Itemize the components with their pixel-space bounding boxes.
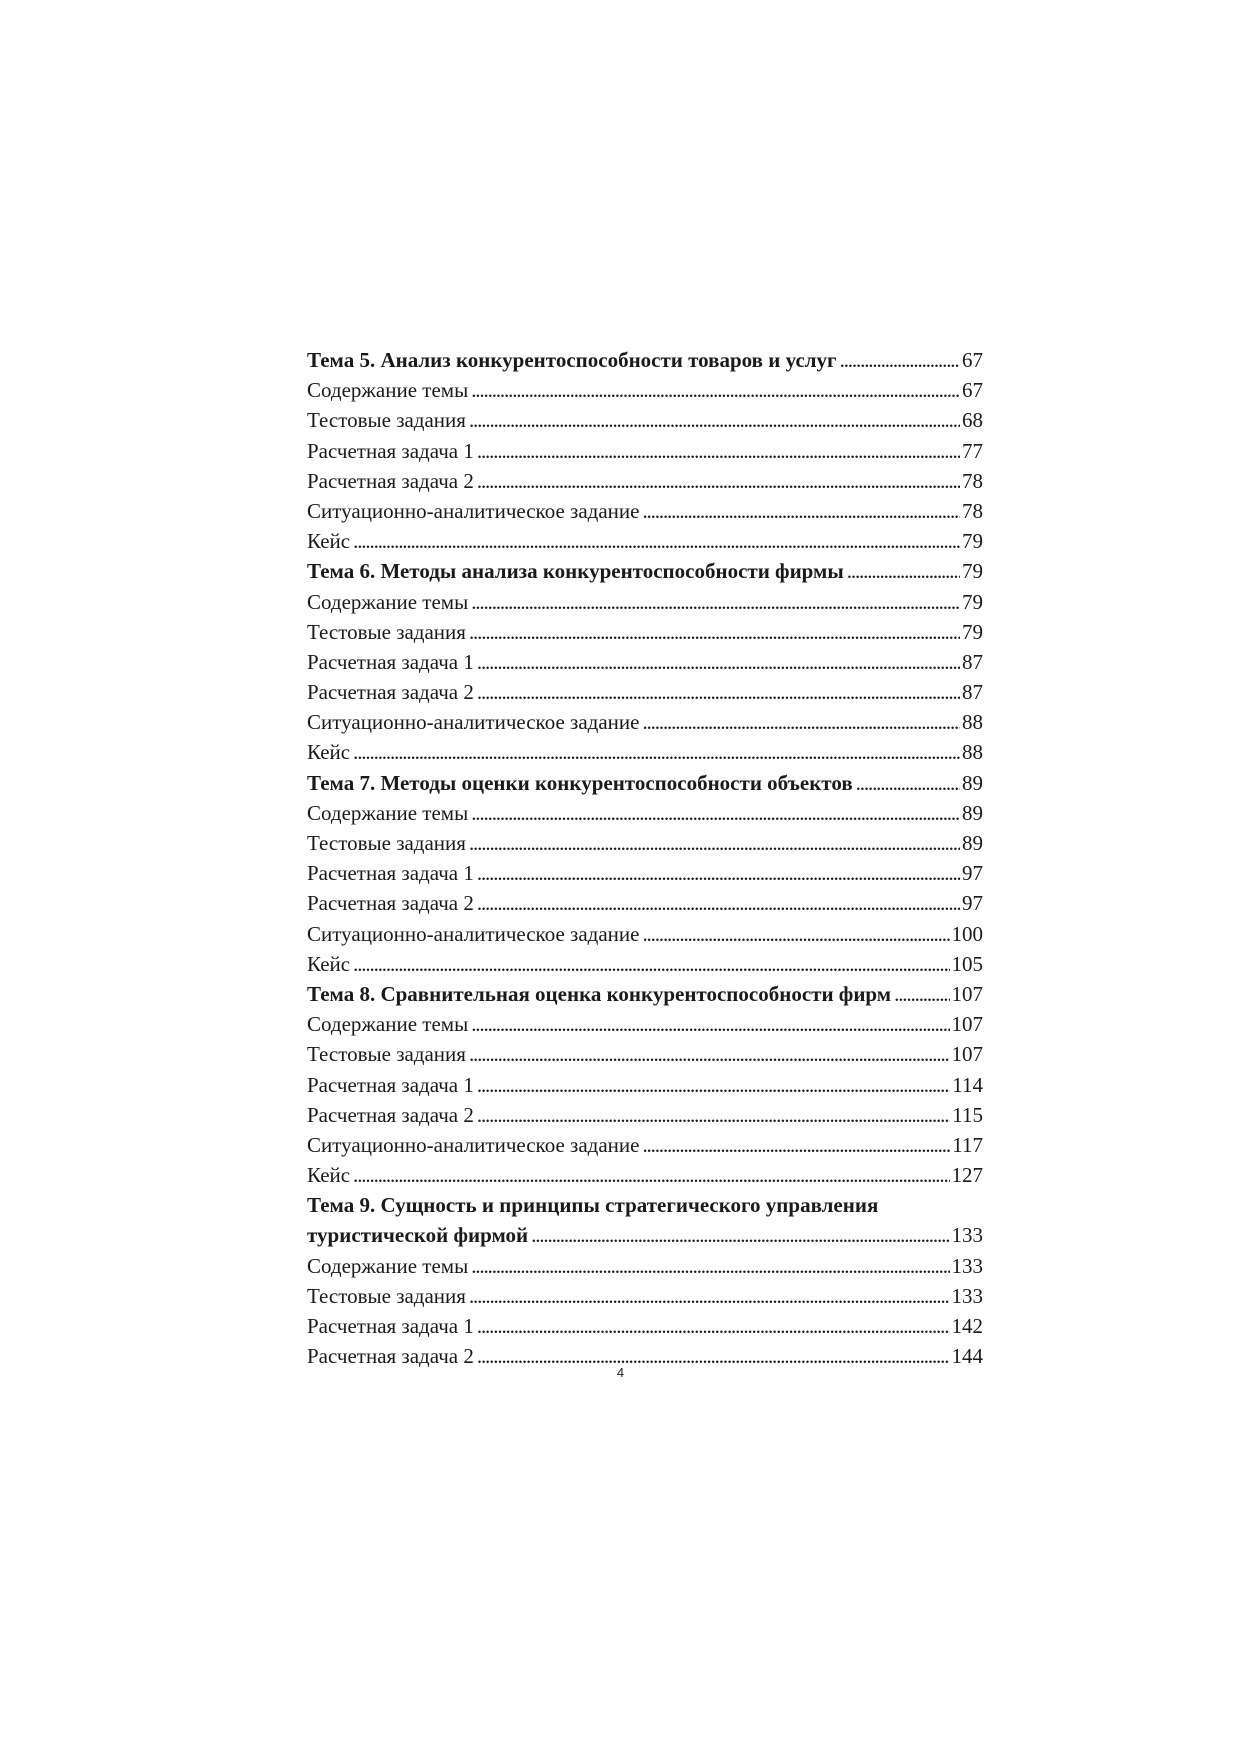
toc-dot-leader <box>353 949 949 979</box>
toc-entry[interactable] <box>307 375 983 405</box>
toc-dot-leader <box>894 979 949 1009</box>
toc-entry-label: Тестовые задания <box>307 1283 466 1308</box>
toc-entry-page: 68 <box>962 408 983 433</box>
toc-entry-page: 107 <box>951 1042 983 1067</box>
toc-entry[interactable] <box>307 737 983 767</box>
toc-entry-page: 79 <box>962 529 983 554</box>
toc-entry[interactable] <box>307 949 983 979</box>
toc-dot-leader <box>847 556 960 586</box>
toc-entry-label: Расчетная задача 2 <box>307 680 474 705</box>
toc-topic-heading[interactable] <box>307 979 983 1009</box>
toc-entry-page: 89 <box>962 800 983 825</box>
toc-dot-leader <box>471 587 960 617</box>
toc-entry-label: Кейс <box>307 1163 351 1188</box>
toc-entry-page: 89 <box>962 770 983 795</box>
toc-entry[interactable] <box>307 707 983 737</box>
toc-dot-leader <box>477 436 960 466</box>
toc-dot-leader <box>471 798 960 828</box>
toc-entry-page: 133 <box>951 1223 983 1248</box>
toc-dot-leader <box>469 1039 950 1069</box>
table-of-contents <box>307 345 983 1371</box>
toc-topic-heading[interactable] <box>307 345 983 375</box>
toc-entry-page: 79 <box>962 619 983 644</box>
toc-entry-page: 89 <box>962 831 983 855</box>
toc-entry-page: 142 <box>951 1314 983 1338</box>
toc-entry[interactable] <box>307 1100 983 1130</box>
toc-entry[interactable] <box>307 798 983 828</box>
toc-entry-label: Тестовые задания <box>307 619 466 644</box>
toc-dot-leader <box>469 828 960 858</box>
toc-entry-page: 105 <box>951 951 983 976</box>
toc-entry-label: Содержание темы <box>307 589 469 614</box>
toc-entry-label: Содержание темы <box>307 378 469 403</box>
toc-dot-leader <box>353 737 960 767</box>
toc-dot-leader <box>353 1160 949 1190</box>
toc-entry[interactable] <box>307 1311 983 1341</box>
toc-entry-label: Тема 9. Сущность и принципы стратегического управления <box>307 1193 879 1218</box>
toc-dot-leader <box>471 1251 949 1281</box>
toc-entry-page: 79 <box>962 559 983 584</box>
toc-entry[interactable] <box>307 466 983 496</box>
toc-entry-label: Содержание темы <box>307 800 469 825</box>
toc-entry-page: 88 <box>962 710 983 735</box>
toc-topic-heading[interactable] <box>307 1190 983 1220</box>
toc-entry[interactable] <box>307 828 983 858</box>
toc-entry-label: Тема 5. Анализ конкурентоспособности товаров и услуг <box>307 348 837 372</box>
toc-entry[interactable] <box>307 858 983 888</box>
toc-dot-leader <box>477 1100 950 1130</box>
toc-entry[interactable] <box>307 526 983 556</box>
toc-entry-label: Расчетная задача 1 <box>307 861 474 886</box>
toc-entry-page: 87 <box>962 680 983 705</box>
toc-entry[interactable] <box>307 677 983 707</box>
toc-entry[interactable] <box>307 1039 983 1069</box>
toc-entry-label: Тестовые задания <box>307 831 466 855</box>
toc-dot-leader <box>477 858 960 888</box>
toc-entry[interactable] <box>307 1160 983 1190</box>
toc-entry-label: Расчетная задача 1 <box>307 649 474 674</box>
toc-entry-page: 78 <box>962 498 983 523</box>
toc-topic-heading[interactable] <box>307 1220 983 1250</box>
toc-dot-leader <box>477 466 960 496</box>
toc-entry-label: Тема 8. Сравнительная оценка конкурентоспособности фирм <box>307 981 892 1006</box>
toc-entry-page: 97 <box>962 861 983 886</box>
toc-entry-label: Расчетная задача 1 <box>307 1072 474 1097</box>
toc-entry-label: Расчетная задача 2 <box>307 1344 474 1369</box>
toc-entry[interactable] <box>307 1070 983 1100</box>
toc-entry-label: Кейс <box>307 951 351 976</box>
toc-entry-page: 133 <box>951 1283 983 1308</box>
page-number: 4 <box>616 1365 625 1380</box>
toc-dot-leader <box>856 768 960 798</box>
toc-entry-label: туристической фирмой <box>307 1223 529 1248</box>
toc-entry-page: 115 <box>952 1102 983 1127</box>
toc-entry[interactable] <box>307 496 983 526</box>
toc-dot-leader <box>469 405 960 435</box>
toc-entry-page: 144 <box>951 1344 983 1369</box>
toc-entry-label: Содержание темы <box>307 1012 469 1037</box>
toc-entry-page: 79 <box>962 589 983 614</box>
toc-entry-page: 88 <box>962 740 983 765</box>
toc-entry[interactable] <box>307 405 983 435</box>
toc-entry[interactable] <box>307 1251 983 1281</box>
toc-dot-leader <box>642 1130 950 1160</box>
toc-entry-label: Тема 7. Методы оценки конкурентоспособности объектов <box>307 770 853 795</box>
toc-dot-leader <box>477 647 960 677</box>
toc-entry-page: 114 <box>952 1072 983 1097</box>
toc-entry-label: Тестовые задания <box>307 1042 466 1067</box>
toc-entry-page: 107 <box>951 1012 983 1037</box>
toc-entry-label: Содержание темы <box>307 1253 469 1278</box>
toc-entry[interactable] <box>307 919 983 949</box>
toc-entry-page: 67 <box>962 378 983 403</box>
toc-entry-page: 97 <box>962 891 983 916</box>
toc-entry-page: 77 <box>962 438 983 463</box>
toc-dot-leader <box>642 919 949 949</box>
toc-dot-leader <box>531 1220 949 1250</box>
toc-entry-label: Ситуационно-аналитическое задание <box>307 1132 640 1157</box>
toc-topic-heading[interactable] <box>307 556 983 586</box>
toc-entry-label: Расчетная задача 1 <box>307 438 474 463</box>
toc-entry-page: 87 <box>962 649 983 674</box>
toc-dot-leader <box>469 1281 950 1311</box>
toc-dot-leader <box>477 1311 950 1341</box>
toc-dot-leader <box>471 1009 949 1039</box>
toc-entry[interactable] <box>307 647 983 677</box>
toc-entry[interactable] <box>307 888 983 918</box>
toc-entry-page: 100 <box>951 921 983 946</box>
toc-entry-label: Расчетная задача 2 <box>307 1102 474 1127</box>
toc-entry-label: Расчетная задача 2 <box>307 891 474 916</box>
toc-entry-label: Кейс <box>307 529 351 554</box>
toc-dot-leader <box>471 375 960 405</box>
toc-entry-label: Ситуационно-аналитическое задание <box>307 498 640 523</box>
toc-dot-leader <box>642 707 960 737</box>
toc-entry-label: Тестовые задания <box>307 408 466 433</box>
toc-dot-leader <box>469 617 960 647</box>
toc-entry-label: Расчетная задача 2 <box>307 468 474 493</box>
toc-dot-leader <box>477 677 960 707</box>
toc-entry[interactable] <box>307 617 983 647</box>
toc-entry[interactable] <box>307 1281 983 1311</box>
toc-entry-label: Кейс <box>307 740 351 765</box>
toc-entry-page: 133 <box>951 1253 983 1278</box>
toc-entry-page: 67 <box>962 348 983 372</box>
toc-entry-label: Тема 6. Методы анализа конкурентоспособности фирмы <box>307 559 844 584</box>
toc-entry-page: 107 <box>951 981 983 1006</box>
toc-topic-heading[interactable] <box>307 768 983 798</box>
toc-entry[interactable] <box>307 1130 983 1160</box>
toc-dot-leader <box>642 496 960 526</box>
toc-entry-label: Расчетная задача 1 <box>307 1314 474 1338</box>
toc-entry[interactable] <box>307 1009 983 1039</box>
toc-dot-leader <box>477 888 960 918</box>
toc-dot-leader <box>840 345 960 375</box>
toc-dot-leader <box>353 526 960 556</box>
toc-entry-page: 127 <box>951 1163 983 1188</box>
toc-dot-leader <box>477 1070 950 1100</box>
toc-entry-page: 117 <box>952 1132 983 1157</box>
toc-entry-page: 78 <box>962 468 983 493</box>
toc-entry-label: Ситуационно-аналитическое задание <box>307 921 640 946</box>
toc-entry-label: Ситуационно-аналитическое задание <box>307 710 640 735</box>
toc-entry[interactable] <box>307 587 983 617</box>
toc-entry[interactable] <box>307 436 983 466</box>
